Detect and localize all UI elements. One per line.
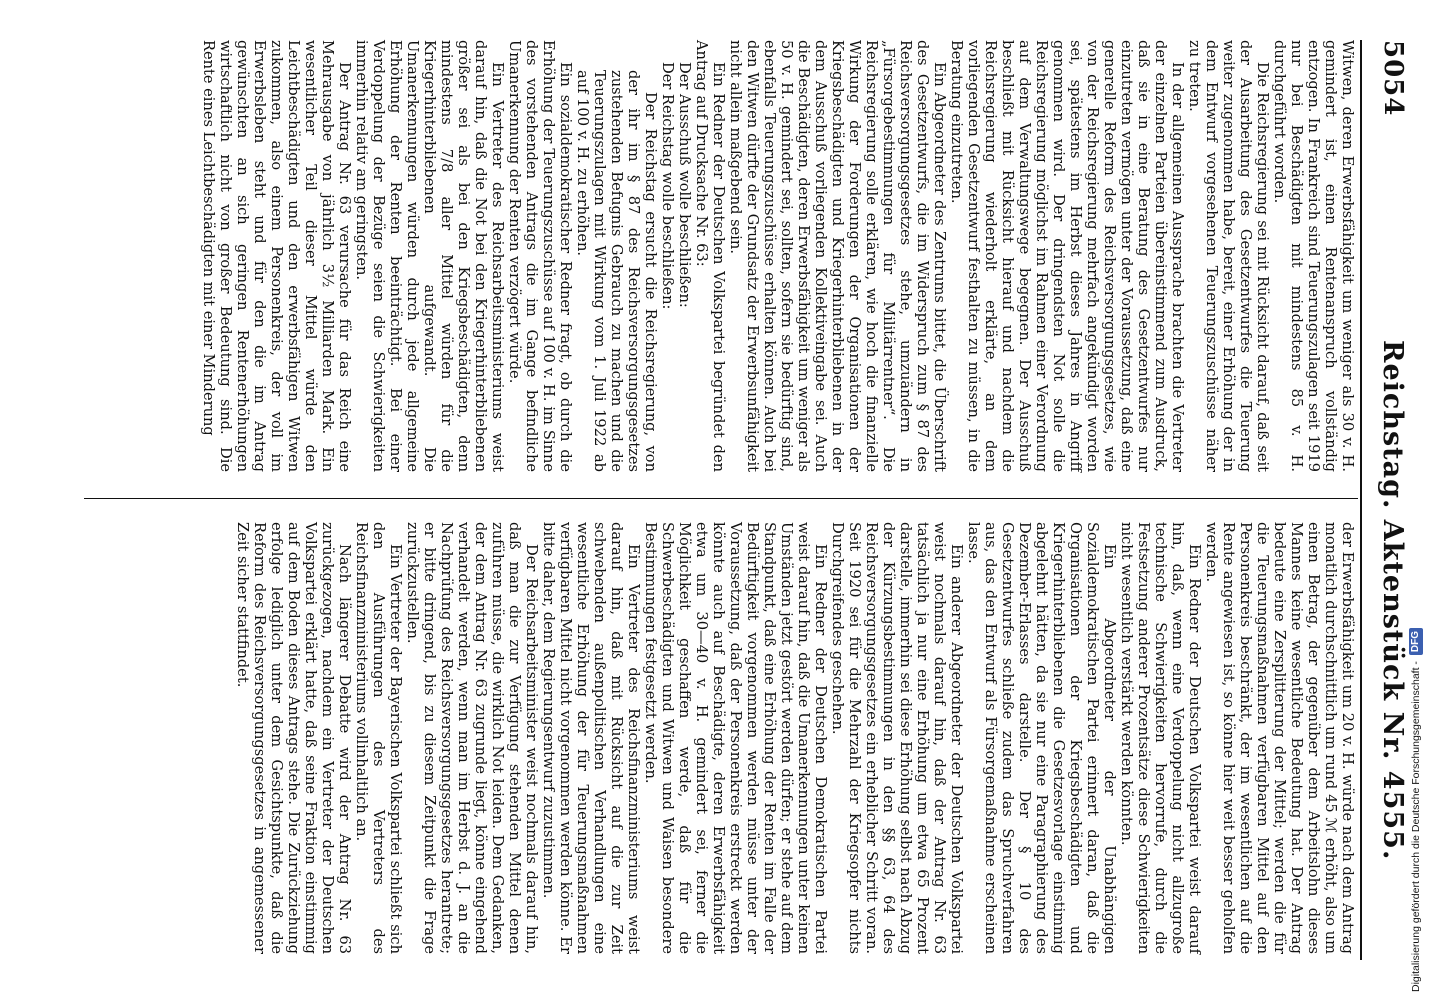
column-divider xyxy=(84,498,1358,499)
paragraph: Der Reichstag wolle beschließen: xyxy=(659,62,676,310)
paragraph: Nach längerer Debatte wird der Antrag Nr. 63 zurückgezogen, nachdem ein Vertreter der Deutschen Volkspartei erklärt hatte, daß seine Fraktion einstimmig auf dem Boden dieses Antrags stehe. Die Zurückziehung erfolge lediglich unter dem Gesichtspunkte, daß die Reform des Reichsversorgungsgesetzes in angemessener Zeit sicher stattfindet. xyxy=(234,522,353,954)
paragraph: Die Reichsregierung sei mit Rücksicht darauf, daß seit der Ausarbeitung des Gesetzentwurfes die Teuerung weiter zugenommen habe, bereit, einer Erhöhung der in dem Entwurf vorgesehenen Teuerungszuschüsse näher zu treten. xyxy=(1186,40,1271,472)
paragraph: Ein Vertreter des Reichsarbeitsministeriums weist darauf hin, daß die Not bei den Kriegerhinterbliebenen größer sei als bei den Kriegsbeschädigten, denn mindestens 7/8 aller Mittel würden für die Kriegerhinterbliebenen aufgewandt. Die Umanerkennungen würden durch jede allgemeine Erhöhung der Renten beeinträchtigt. Bei einer Verdoppelung der Bezüge seien die Schwierigkeiten immerhin relativ am geringsten. xyxy=(353,40,506,472)
paragraph: der Erwerbsfähigkeit um 20 v. H. würde nach dem Antrag monatlich durchschnittlich um rund 45 ℳ erhöht, also um einen Betrag, der gegenüber dem Arbeitslohn dieses Mannes keine wesentliche Bedeutung hat. Der Antrag bedeute eine Zersplitterung der Mittel; werden die für die Teuerungsmaßnahmen verfügbaren Mittel auf den Personenkreis beschränkt, der im wesentlichen auf die Rente angewiesen ist, so könne hier weit besser geholfen werden. xyxy=(1203,522,1356,954)
paragraph: In der allgemeinen Aussprache brachten die Vertreter der einzelnen Parteien übereinstimmend zum Ausdruck, daß sie in eine Beratung des Gesetzentwurfes nur einzutreten vermögen unter der Voraussetzung, daß eine generelle Reform des Reichsversorgungsgesetzes, wie von der Reichsregierung mehrfach angekündigt worden sei, spätestens im Herbst dieses Jahres in Angriff genommen wird. Der dringendsten Not solle die Reichsregierung möglichst im Rahmen einer Verordnung auf dem Verwaltungswege begegnen. Der Ausschuß beschließt mit Rücksicht hierauf und nachdem die Reichsregierung wiederholt erklärte, an dem vorliegenden Gesetzentwurf festhalten zu müssen, in die Beratung einzutreten. xyxy=(948,40,1186,472)
paragraph: Ein Vertreter des Reichsfinanzministeriums weist darauf hin, daß mit Rücksicht auf die zur Zeit schwebenden außenpolitischen Verhandlungen eine wesentliche Erhöhung der für Teuerungsmaßnahmen verfügbaren Mittel nicht vorgenommen werden könne. Er bitte daher, dem Regierungsentwurf zuzustimmen. xyxy=(540,522,642,954)
paragraph: Ein Redner der Deutschen Volkspartei begründet den Antrag auf Drucksache Nr. 63: xyxy=(693,40,727,472)
paragraph: Ein Redner der Deutschen Volkspartei weist darauf hin, daß, wenn eine Verdoppelung nicht allzugroße technische Schwierigkeiten hervorrufe, durch die Festsetzung anderer Prozentsätze diese Schwierigkeiten nicht wesentlich verstärkt werden könnten. xyxy=(1118,522,1203,954)
header-rule xyxy=(1360,40,1362,960)
paragraph: Der Ausschuß wolle beschließen: xyxy=(676,62,693,308)
paragraph: Ein Abgeordneter der Unabhängigen Sozialdemokratischen Partei erinnert daran, daß die Organisationen der Kriegsbeschädigten und Kriegerhinterbliebenen die Gesetzesvorlage einstimmig abgelehnt hätten, da sie nur eine Paragraphierung des Dezember-Erlasses darstelle. Der § 10 des Gesetzentwurfes schließe zudem das Spruchverfahren aus, das den Entwurf als Fürsorgemaßnahme erscheinen lasse. xyxy=(965,522,1118,954)
right-column xyxy=(234,522,1356,954)
dfg-logo: DFG xyxy=(1409,628,1423,655)
paragraph: Der Antrag Nr. 63 verursache für das Reich eine Mehrausgabe von jährlich 3½ Milliarden Mark. Ein wesentlicher Teil dieser Mittel würde den Leichtbeschädigten und den erwerbsfähigen Witwen zukommen, also einem Personenkreis, der voll im Erwerbsleben steht und für den die im Antrag gewünschten an sich geringen Rentenerhöhungen wirtschaftlich nicht von großer Bedeutung sind. Die Rente eines Leichtbeschädigten mit einer Minderung xyxy=(200,40,353,472)
digitization-credit xyxy=(1405,8,1427,992)
left-column xyxy=(200,40,1356,472)
paragraph: Der Reichsarbeitsminister weist nochmals darauf hin, daß man die zur Verfügung stehenden Mittel denen zuführen müsse, die wirklich Not leiden. Dem Gedanken, der dem Antrag Nr. 63 zugrunde liegt, könne eingehend verhandelt werden, wenn man im Herbst d. J. an die Nachprüfung des Reichsversorgungsgesetzes herantrete; er bitte dringend, bis zu diesem Zeitpunkt die Frage zurückzustellen. xyxy=(404,522,540,954)
paragraph: Ein Redner der Deutschen Demokratischen Partei weist darauf hin, daß die Umanerkennungen unter keinen Umständen jetzt gestört werden dürfen; er stehe auf dem Standpunkt, daß eine Erhöhung der Renten im Falle der Bedürftigkeit vorgenommen werden müsse unter der Voraussetzung, daß der Personenkreis erstreckt werden könnte auch auf Beschädigte, deren Erwerbsfähigkeit etwa um 30—40 v. H. gemindert sei, ferner die Möglichkeit geschaffen werde, daß für die Schwerbeschädigten und Witwen und Waisen besondere Bestimmungen festgesetzt werden. xyxy=(642,522,829,954)
resolution-text: Der Reichstag ersucht die Reichsregierung, von der ihr im § 87 des Reichsversorgungsgesetzes zustehenden Befugnis Gebrauch zu machen und die Teuerungszulagen mit Wirkung vom 1. Juli 1922 ab auf 100 v. H. zu erhöhen. xyxy=(574,70,659,472)
paragraph: Ein Vertreter der Bayerischen Volkspartei schließt sich den Ausführungen des Vertreters des Reichsfinanzministeriums vollinhaltlich an. xyxy=(353,522,404,954)
paragraph: Witwen, deren Erwerbsfähigkeit um weniger als 30 v. H. gemindert ist, einen Rentenanspruch vollständig entzogen. In Frankreich sind Teuerungszulagen seit 1919 nur bei Beschädigten mit mindestens 85 v. H. durchgeführt worden. xyxy=(1271,40,1356,472)
page-number: 5054 xyxy=(1378,40,1408,117)
credit-text: Digitalisierung gefördert durch die Deutsche Forschungsgemeinschaft - xyxy=(1410,661,1422,992)
paragraph: Ein sozialdemokratischer Redner fragt, ob durch die Erhöhung der Teuerungszuschüsse auf 100 v. H. im Sinne des vorstehenden Antrags die im Gange befindliche Umanerkennung der Renten verzögert würde. xyxy=(506,40,574,472)
rotated-scanned-page xyxy=(58,0,1418,1000)
paragraph: Ein Abgeordneter des Zentrums bittet, die Überschrift des Gesetzentwurfs, die im Widerspruch zum § 87 des Reichsversorgungsgesetzes stehe, umzuändern in „Fürsorgebestimmungen für Militärrentner“. Die Reichsregierung solle erklären, wie hoch die finanzielle Wirkung der Forderungen der Organisationen der Kriegsbeschädigten und Kriegerhinterbliebenen in der dem Ausschuß vorliegenden Kollektiveingabe sei. Auch die Beschädigten, deren Erwerbsfähigkeit um weniger als 50 v. H. gemindert sei, sollten, sofern sie bedürftig sind, ebenfalls Teuerungszuschüsse erhalten können. Auch bei den Witwen dürfte der Grundsatz der Erwerbsunfähigkeit nicht allein maßgebend sein. xyxy=(727,40,948,472)
running-head: Reichstag. Aktenstück Nr. 4555. xyxy=(1377,340,1408,861)
paragraph: Ein anderer Abgeordneter der Deutschen Volkspartei weist nochmals darauf hin, daß der Antrag Nr. 63 tatsächlich ja nur eine Erhöhung um etwa 65 Prozent darstelle, immerhin sei diese Erhöhung selbst nach Abzug der Kürzungsbestimmungen in den §§ 63, 64 des Reichsversorgungsgesetzes ein erheblicher Schritt voran. Seit 1920 sei für die Mehrzahl der Kriegsopfer nichts Durchgreifendes geschehen. xyxy=(829,522,965,954)
credit-text-line xyxy=(1405,8,1427,992)
